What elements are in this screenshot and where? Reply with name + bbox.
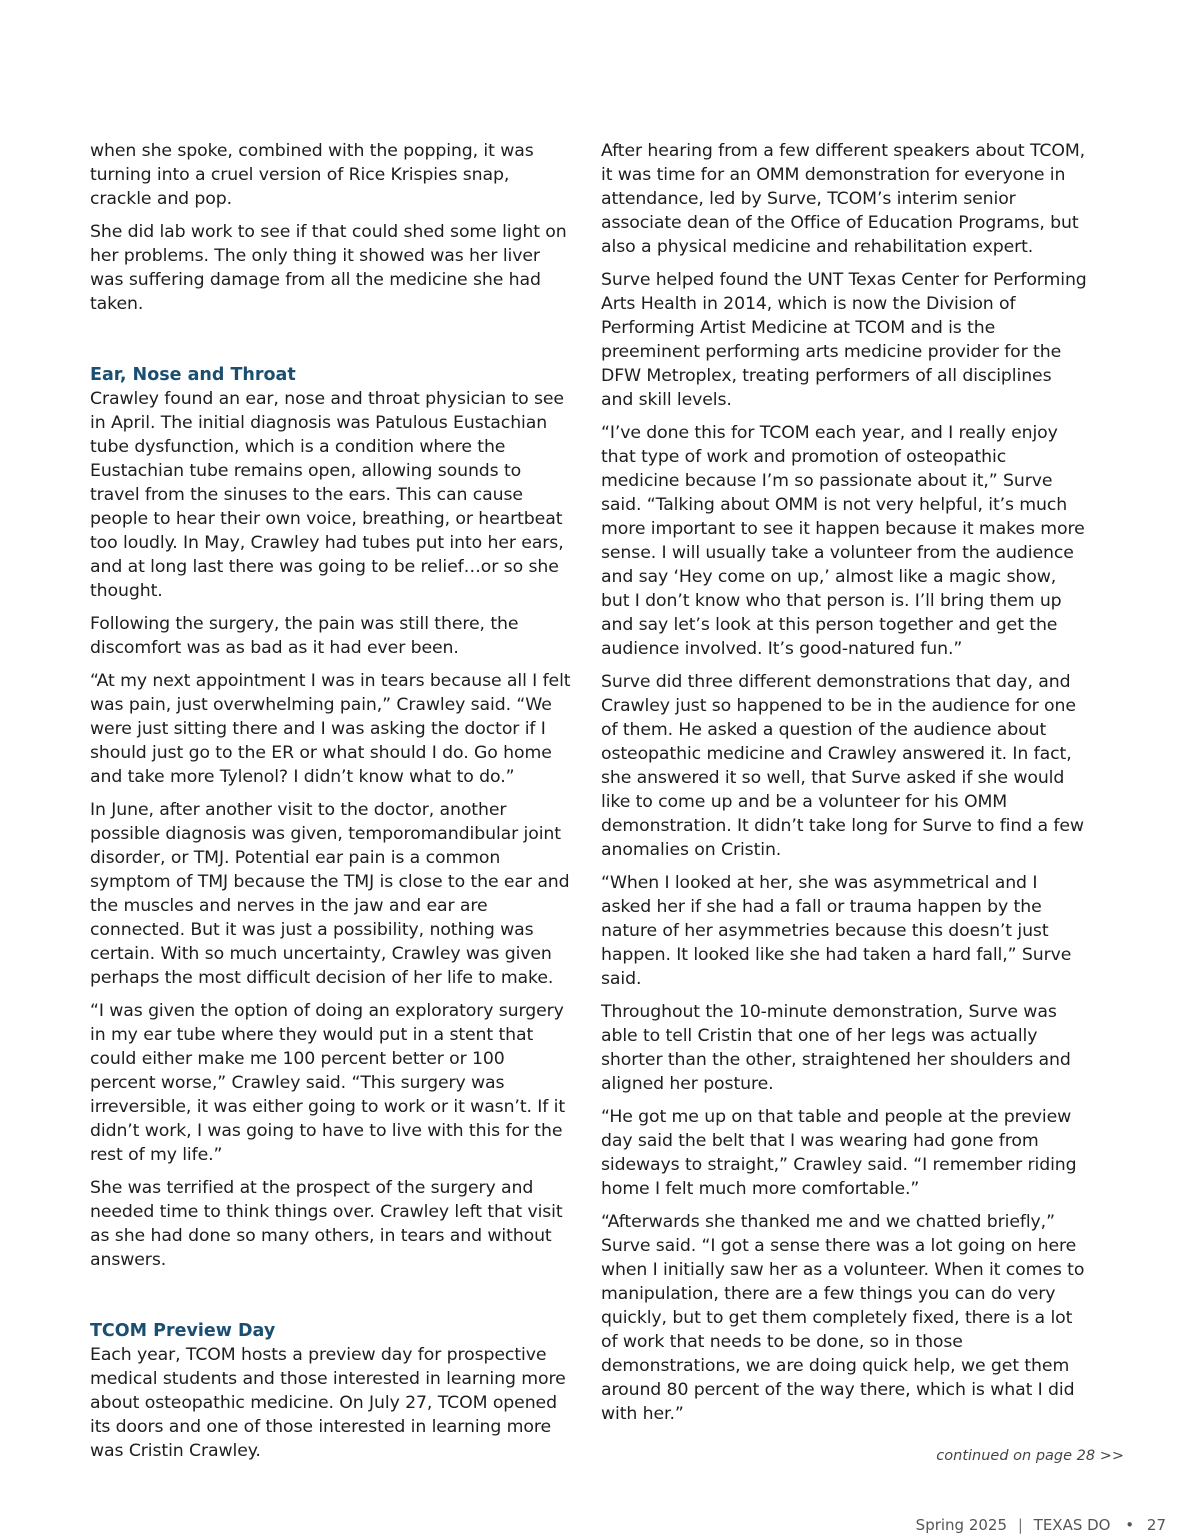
- body-paragraph: when she spoke, combined with the popping, it was turning into a cruel version of Rice Krispies snap, crackle and pop.: [90, 141, 534, 209]
- body-paragraph: She did lab work to see if that could shed some light on her problems. The only thing it showed was her liver was suffering damage from all the medicine she had taken.: [90, 222, 567, 314]
- section-spacer: [90, 1281, 574, 1319]
- body-paragraph: Surve did three different demonstrations that day, and Crawley just so happened to be in the audience for one of them. He asked a question of the audience about osteopathic medicine and Crawley answered it. In fact, she answered it so well, that Surve asked if she would like to come up and be a volunteer for his OMM demonstration. It didn’t take long for Surve to find a few anomalies on Cristin.: [601, 672, 1084, 860]
- footer-separator: |: [1017, 1516, 1023, 1534]
- body-paragraph: Surve helped found the UNT Texas Center for Performing Arts Health in 2014, which is now the Division of Performing Artist Medicine at TCOM and is the preeminent performing arts medicine provider for the DFW Metroplex, treating performers of all disciplines and skill levels.: [601, 270, 1087, 410]
- body-paragraph: “When I looked at her, she was asymmetrical and I asked her if she had a fall or trauma happen by the nature of her asymmetries because this doesn’t just happen. It looked like she had taken a hard fall,” Surve said.: [601, 873, 1072, 989]
- body-paragraph: “He got me up on that table and people at the preview day said the belt that I was wearing had gone from sideways to straight,” Crawley said. “I remember riding home I felt much more comfortable.”: [601, 1107, 1077, 1199]
- continued-note: continued on page 28 >>: [936, 1448, 1124, 1464]
- body-paragraph: After hearing from a few different speakers about TCOM, it was time for an OMM demonstration for everyone in attendance, led by Surve, TCOM’s interim senior associate dean of the Office of Education Programs, but also a physical medicine and rehabilitation expert.: [601, 141, 1086, 257]
- page-number: 27: [1146, 1516, 1166, 1534]
- body-paragraph: “Afterwards she thanked me and we chatted briefly,” Surve said. “I got a sense there was a lot going on here when I initially saw her as a volunteer. When it comes to manipulation, there are a few things you can do very quickly, but to get them completely fixed, there is a lot of work that needs to be done, so in those demonstrations, we are doing quick help, we get them around 80 percent of the way there, which is what I did with her.”: [601, 1212, 1085, 1424]
- section-heading-ent: Ear, Nose and Throat: [90, 365, 296, 385]
- section-spacer: [90, 325, 574, 363]
- body-paragraph: Each year, TCOM hosts a preview day for prospective medical students and those interested in learning more about osteopathic medicine. On July 27, TCOM opened its doors and one of those interested in learning more was Cristin Crawley.: [90, 1345, 566, 1461]
- body-paragraph: “At my next appointment I was in tears because all I felt was pain, just overwhelming pain,” Crawley said. “We were just sitting there and I was asking the doctor if I should just go to the ER or what should I do. Go home and take more Tylenol? I didn’t know what to do.”: [90, 671, 571, 787]
- body-paragraph: Crawley found an ear, nose and throat physician to see in April. The initial diagnosis was Patulous Eustachian tube dysfunction, which is a condition where the Eustachian tube remains open, allowing sounds to travel from the sinuses to the ears. This can cause people to hear their own voice, breathing, or heartbeat too loudly. In May, Crawley had tubes put into her ears, and at long last there was going to be relief…or so she thought.: [90, 389, 564, 601]
- footer-issue: Spring 2025: [915, 1516, 1008, 1534]
- left-column: [90, 139, 574, 1472]
- footer-bullet: •: [1125, 1516, 1135, 1534]
- right-column: [601, 139, 1087, 1435]
- body-paragraph: Following the surgery, the pain was still there, the discomfort was as bad as it had ever been.: [90, 614, 519, 658]
- body-paragraph: She was terrified at the prospect of the surgery and needed time to think things over. Crawley left that visit as she had done so many others, in tears and without answers.: [90, 1178, 563, 1270]
- page-footer: [916, 1516, 1166, 1534]
- body-paragraph: “I’ve done this for TCOM each year, and I really enjoy that type of work and promotion of osteopathic medicine because I’m so passionate about it,” Surve said. “Talking about OMM is not very helpful, it’s much more important to see it happen because it makes more sense. I will usually take a volunteer from the audience and say ‘Hey come on up,’ almost like a magic show, but I don’t know who that person is. I’ll bring them up and say let’s look at this person together and get the audience involved. It’s good-natured fun.”: [601, 423, 1085, 659]
- body-paragraph: “I was given the option of doing an exploratory surgery in my ear tube where they would put in a stent that could either make me 100 percent better or 100 percent worse,” Crawley said. “This surgery was irreversible, it was either going to work or it wasn’t. If it didn’t work, I was going to have to live with this for the rest of my life.”: [90, 1001, 566, 1165]
- body-paragraph: In June, after another visit to the doctor, another possible diagnosis was given, temporomandibular joint disorder, or TMJ. Potential ear pain is a common symptom of TMJ because the TMJ is close to the ear and the muscles and nerves in the jaw and ear are connected. But it was just a possibility, nothing was certain. With so much uncertainty, Crawley was given perhaps the most difficult decision of her life to make.: [90, 800, 570, 988]
- body-paragraph: Throughout the 10-minute demonstration, Surve was able to tell Cristin that one of her legs was actually shorter than the other, straightened her shoulders and aligned her posture.: [601, 1002, 1071, 1094]
- footer-publication: TEXAS DO: [1033, 1516, 1111, 1534]
- section-heading-preview-day: TCOM Preview Day: [90, 1321, 276, 1341]
